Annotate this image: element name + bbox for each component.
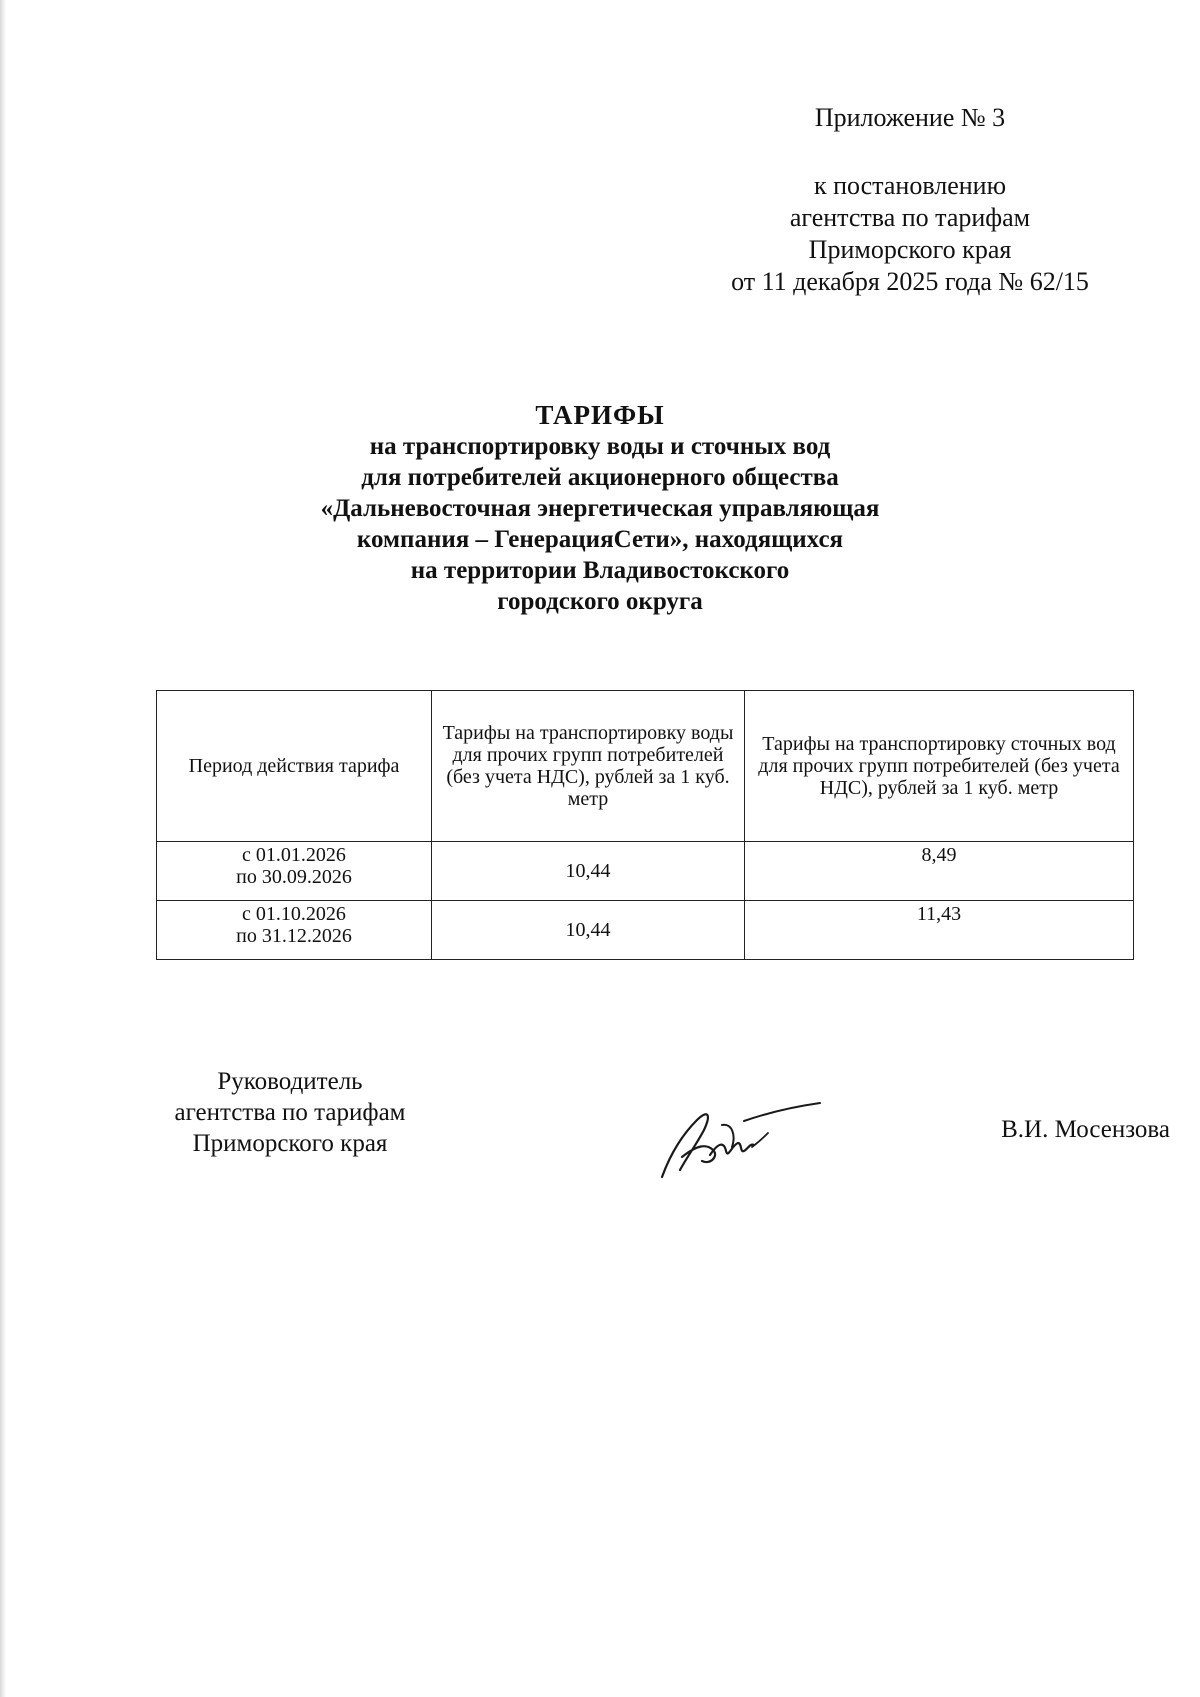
handwritten-signature <box>652 1085 822 1185</box>
position-line: Приморского края <box>192 1130 388 1157</box>
period-to: по 30.09.2026 <box>236 866 352 888</box>
period-to: по 31.12.2026 <box>236 925 352 947</box>
scan-edge-shadow <box>0 0 6 1697</box>
appendix-number: Приложение № 3 <box>814 103 1006 132</box>
header-water-tariff: Тарифы на транспортировку воды для прочих групп потребителей (без учета НДС), рублей за 1 куб. метр <box>432 691 745 842</box>
position-line: агентства по тарифам <box>174 1099 406 1126</box>
heading-line: «Дальневосточная энергетическая управляющая <box>320 495 880 522</box>
heading-line: компания – ГенерацияСети», находящихся <box>356 526 844 553</box>
document-heading <box>250 400 950 617</box>
table-row <box>157 901 1134 960</box>
signatory-name: В.И. Мосензова <box>1001 1116 1170 1143</box>
position-line: Руководитель <box>217 1068 363 1095</box>
wastewater-tariff-cell: 11,43 <box>745 901 1134 960</box>
heading-line: на территории Владивостокского <box>410 557 790 584</box>
period-from: с 01.01.2026 <box>242 844 346 866</box>
wastewater-tariff-cell: 8,49 <box>745 842 1134 901</box>
header-period: Период действия тарифа <box>157 691 432 842</box>
appendix-line: от 11 декабря 2025 года № 62/15 <box>731 267 1089 296</box>
header-wastewater-tariff: Тарифы на транспортировку сточных вод для прочих групп потребителей (без учета НДС), рублей за 1 куб. метр <box>745 691 1134 842</box>
appendix-line: к постановлению <box>813 171 1007 200</box>
signatory-position <box>150 1066 430 1159</box>
water-tariff-cell: 10,44 <box>432 842 745 901</box>
appendix-line: агентства по тарифам <box>789 203 1031 232</box>
period-from: с 01.10.2026 <box>242 903 346 925</box>
heading-line: для потребителей акционерного общества <box>361 464 839 491</box>
table-row <box>157 842 1134 901</box>
period-cell <box>157 842 432 901</box>
heading-line: городского округа <box>497 588 703 615</box>
period-cell <box>157 901 432 960</box>
appendix-line: Приморского края <box>808 235 1012 264</box>
heading-title: ТАРИФЫ <box>535 400 665 430</box>
water-tariff-cell: 10,44 <box>432 901 745 960</box>
table-header-row <box>157 691 1134 842</box>
heading-line: на транспортировку воды и сточных вод <box>369 433 831 460</box>
tariff-table <box>156 690 1134 960</box>
appendix-block <box>700 102 1120 298</box>
